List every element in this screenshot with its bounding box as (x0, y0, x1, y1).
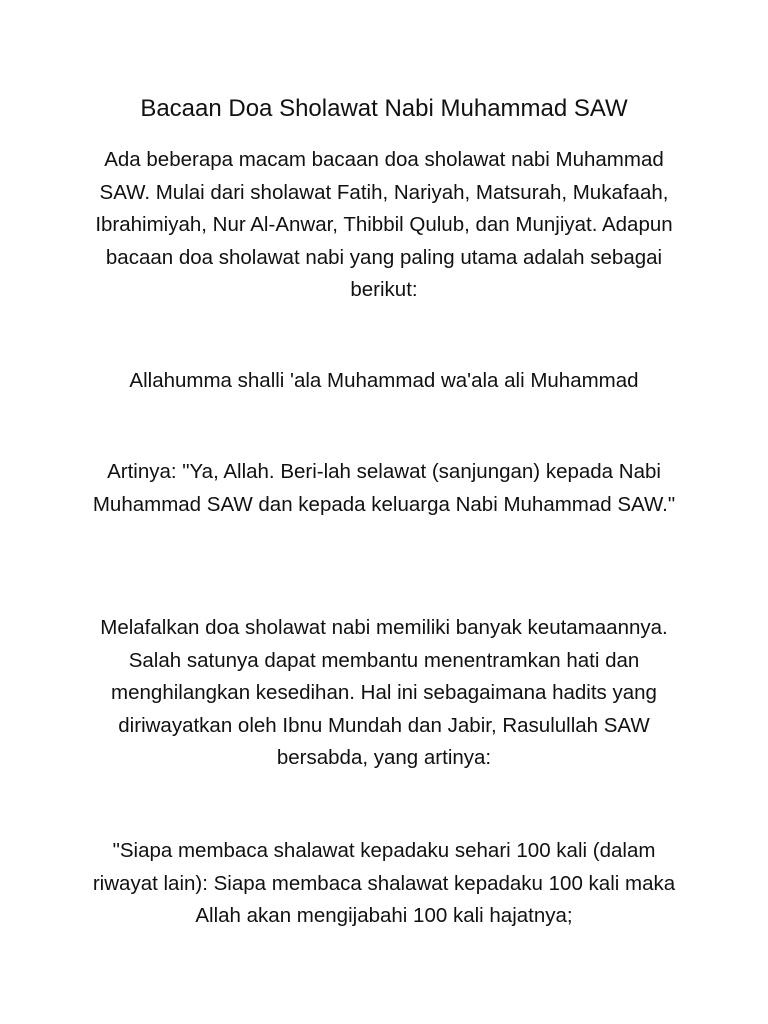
virtue-paragraph: Melafalkan doa sholawat nabi memiliki banyak keutamaannya. Salah satunya dapat membantu menentramkan hati dan menghilangkan kesedihan. Hal ini sebagaimana hadits yang diriwayatkan oleh Ibnu Mundah dan Jabir, Rasulullah SAW bersabda, yang artinya: (100, 616, 668, 769)
translation-paragraph: Artinya: "Ya, Allah. Beri-lah selawat (sanjungan) kepada Nabi Muhammad SAW dan kepada keluarga Nabi Muhammad SAW." (92, 460, 676, 516)
page-title: Bacaan Doa Sholawat Nabi Muhammad SAW (140, 95, 628, 122)
hadith-quote: "Siapa membaca shalawat kepadaku sehari 100 kali (dalam riwayat lain): Siapa membaca shalawat kepadaku 100 kali maka Allah akan mengijabahi 100 kali hajatnya; (92, 839, 676, 927)
intro-paragraph: Ada beberapa macam bacaan doa sholawat nabi Muhammad SAW. Mulai dari sholawat Fatih, Nariyah, Matsurah, Mukafaah, Ibrahimiyah, Nur Al-Anwar, Thibbil Qulub, dan Munjiyat. Adapun bacaan doa sholawat nabi yang paling utama adalah sebagai berikut: (95, 148, 673, 301)
sholawat-recitation: Allahumma shalli 'ala Muhammad wa'ala ali Muhammad (129, 369, 639, 392)
